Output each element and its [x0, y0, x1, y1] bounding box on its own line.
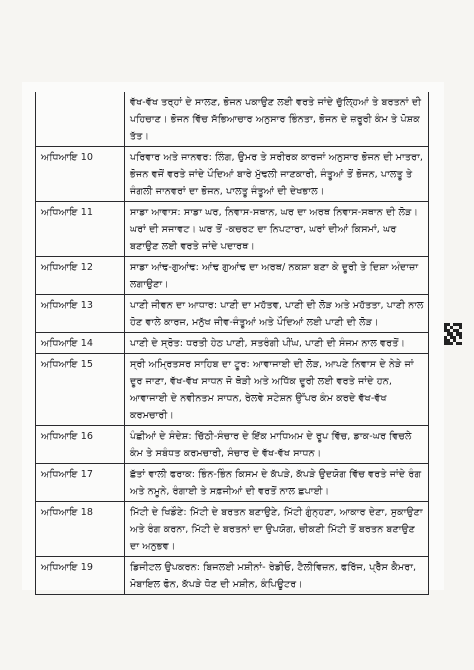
content-cell: ਡਿਜੀਟਲ ਉਪਕਰਨ: ਬਿਜਲਈ ਮਸ਼ੀਨਾਂ- ਰੇਡੀਓ, ਟੈਲੀਵਿਜ਼ਨ, ਫਰਿੱਜ, ਪ੍ਰੈੱਸ ਕੈਮਰਾ, ਮੋਬਾਇਲ ਫੋਨ, ਕੱਪੜੇ ਧੋਣ ਦੀ ਮਸ਼ੀਨ, ਕੰਪਿਊਟਰ।: [125, 557, 429, 595]
table-row: [36, 92, 429, 147]
table-row: [36, 295, 429, 333]
chapter-cell: ਅਧਿਆਇ 10: [36, 147, 125, 202]
table-row: [36, 502, 429, 557]
chapter-cell: ਅਧਿਆਇ 11: [36, 202, 125, 257]
content-cell: ਪਾਣੀ ਦੇ ਸ੍ਰੋਤ: ਧਰਤੀ ਹੇਠ ਪਾਣੀ, ਸਤਰੰਗੀ ਪੀਂਘ, ਪਾਣੀ ਦੀ ਸੰਜਮ ਨਾਲ ਵਰਤੋਂ।: [125, 333, 429, 354]
content-cell: ਪਾਣੀ ਜੀਵਨ ਦਾ ਆਧਾਰ: ਪਾਣੀ ਦਾ ਮਹੱਤਵ, ਪਾਣੀ ਦੀ ਲੋੜ ਅਤੇ ਮਹੱਤਤਾ, ਪਾਣੀ ਨਾਲ ਹੋਣ ਵਾਲੇ ਕਾਰਜ, ਮਨੁੱਖ ਜੀਵ-ਜੰਤੂਆਂ ਅਤੇ ਪੌਦਿਆਂ ਲਈ ਪਾਣੀ ਦੀ ਲੋੜ।: [125, 295, 429, 333]
chapter-cell: ਅਧਿਆਇ 15: [36, 354, 125, 426]
content-cell: ਸਾਡਾ ਆਂਢ-ਗੁਆਂਢ: ਆਂਢ ਗੁਆਂਢ ਦਾ ਅਰਥ/ ਨਕਸ਼ਾ ਬਣਾ ਕੇ ਦੂਰੀ ਤੇ ਦਿਸ਼ਾ ਅੰਦਾਜ਼ਾ ਲਗਾਉਣਾ।: [125, 257, 429, 295]
content-cell: ਸਾਡਾ ਆਵਾਸ: ਸਾਡਾ ਘਰ, ਨਿਵਾਸ-ਸਥਾਨ, ਘਰ ਦਾ ਅਰਥ ਨਿਵਾਸ-ਸਥਾਨ ਦੀ ਲੋੜ। ਘਰਾਂ ਦੀ ਸਜਾਵਟ। ਘਰ ਤੋਂ -ਕਚਰਟ ਦਾ ਨਿਪਟਾਰਾ, ਘਰਾਂ ਦੀਆਂ ਕਿਸਮਾਂ, ਘਰ ਬਣਾਉਣ ਲਈ ਵਰਤੇ ਜਾਂਦੇ ਪਦਾਰਥ।: [125, 202, 429, 257]
content-cell: ਮਿੱਟੀ ਦੇ ਖਿਡੌਣੇ: ਮਿੱਟੀ ਦੇ ਬਰਤਨ ਬਣਾਉਣੇ, ਮਿੱਟੀ ਗੁੰਨ੍ਹਣਾ, ਆਕਾਰ ਦੇਣਾ, ਸੁਕਾਉਣਾ ਅਤੇ ਰੰਗ ਕਰਨਾ, ਮਿੱਟੀ ਦੇ ਬਰਤਨਾਂ ਦਾ ਉਪਯੋਗ, ਚੀਕਣੀ ਮਿੱਟੀ ਤੋਂ ਬਰਤਨ ਬਣਾਉਣ ਦਾ ਅਨੁਭਵ।: [125, 502, 429, 557]
chapter-cell: ਅਧਿਆਇ 19: [36, 557, 125, 595]
qr-code-icon[interactable]: [444, 323, 462, 345]
content-cell: ਛੱਤਾਂ ਵਾਲੀ ਫਰਾਕ: ਭਿੰਨ-ਭਿੰਨ ਕਿਸਮ ਦੇ ਕੱਪੜੇ, ਕੱਪੜੇ ਉਦਯੋਗ ਵਿੱਚ ਵਰਤੇ ਜਾਂਦੇ ਰੰਗ ਅਤੇ ਨਮੂਨੇ, ਰੰਗਾਈ ਤੇ ਸਫ਼ਜੀਆਂ ਦੀ ਵਰਤੋਂ ਨਾਲ ਛਪਾਈ।: [125, 464, 429, 502]
content-cell: ਪੰਛੀਆਂ ਦੇ ਸੰਦੇਸ਼: ਚਿੱਠੀ-ਸੰਚਾਰ ਦੇ ਇੱਕ ਮਾਧਿਅਮ ਦੇ ਰੂਪ ਵਿੱਚ, ਡਾਕ-ਘਰ ਵਿਚਲੇ ਕੰਮ ਤੇ ਸਬੰਧਤ ਕਰਮਚਾਰੀ, ਸੰਚਾਰ ਦੇ ਵੱਖ-ਵੱਖ ਸਾਧਨ।: [125, 426, 429, 464]
table-row: [36, 464, 429, 502]
table-row: [36, 333, 429, 354]
syllabus-table: [35, 92, 429, 595]
chapter-cell: ਅਧਿਆਇ 17: [36, 464, 125, 502]
chapter-cell: [36, 92, 125, 147]
content-cell: ਸ੍ਰੀ ਅਮ੍ਰਿਤਸਰ ਸਾਹਿਬ ਦਾ ਟੂਰ: ਆਵਾਜਾਈ ਦੀ ਲੋੜ, ਆਪਣੇ ਨਿਵਾਸ ਦੇ ਨੇੜੇ ਜਾਂ ਦੂਰ ਜਾਣਾ, ਵੱਖ-ਵੱਖ ਸਾਧਨ ਜੋ ਥੋੜੀ ਅਤੇ ਅਧਿੱਕ ਦੂਰੀ ਲਈ ਵਰਤੇ ਜਾਂਦੇ ਹਨ, ਆਵਾਜਾਈ ਦੇ ਨਵੀਨਤਮ ਸਾਧਨ, ਰੇਲਵੇ ਸਟੇਸ਼ਨ ਉੱਪਰ ਕੰਮ ਕਰਦੇ ਵੱਖ-ਵੱਖ ਕਰਮਚਾਰੀ।: [125, 354, 429, 426]
table-row: [36, 426, 429, 464]
chapter-cell: ਅਧਿਆਇ 18: [36, 502, 125, 557]
chapter-cell: ਅਧਿਆਇ 16: [36, 426, 125, 464]
table-row: [36, 354, 429, 426]
content-cell: ਵੱਖ-ਵੱਖ ਤਰ੍ਹਾਂ ਦੇ ਸਾਲਣ, ਭੋਜਨ ਪਕਾਉਣ ਲਈ ਵਰਤੇ ਜਾਂਦੇ ਚੁੱਲ੍ਹਿਆਂ ਤੇ ਬਰਤਨਾਂ ਦੀ ਪਹਿਚਾਣ। ਭੋਜਨ ਵਿੱਚ ਸੱਭਿਆਚਾਰ ਅਨੁਸਾਰ ਭਿੰਨਤਾ, ਭੋਜਨ ਦੇ ਜ਼ਰੂਰੀ ਕੰਮ ਤੇ ਪੋਸ਼ਕ ਤੱਤ।: [125, 92, 429, 147]
chapter-cell: ਅਧਿਆਇ 13: [36, 295, 125, 333]
table-row: [36, 147, 429, 202]
chapter-cell: ਅਧਿਆਇ 14: [36, 333, 125, 354]
table-row: [36, 257, 429, 295]
table-row: [36, 202, 429, 257]
chapter-cell: ਅਧਿਆਇ 12: [36, 257, 125, 295]
content-cell: ਪਰਿਵਾਰ ਅਤੇ ਜਾਨਵਰ: ਲਿੰਗ, ਉਮਰ ਤੇ ਸਰੀਰਕ ਕਾਰਜਾਂ ਅਨੁਸਾਰ ਭੋਜਨ ਦੀ ਮਾਤਰਾ, ਭੋਜਨ ਵਜੋਂ ਵਰਤੇ ਜਾਂਦੇ ਪੌਦਿਆਂ ਬਾਰੇ ਮੁੱਢਲੀ ਜਾਣਕਾਰੀ, ਜੰਤੂਆਂ ਤੋਂ ਭੋਜਨ, ਪਾਲਤੂ ਤੇ ਜੰਗਲੀ ਜਾਨਵਰਾਂ ਦਾ ਭੋਜਨ, ਪਾਲਤੂ ਜੰਤੂਆਂ ਦੀ ਦੇਖਭਾਲ।: [125, 147, 429, 202]
table-row: [36, 557, 429, 595]
